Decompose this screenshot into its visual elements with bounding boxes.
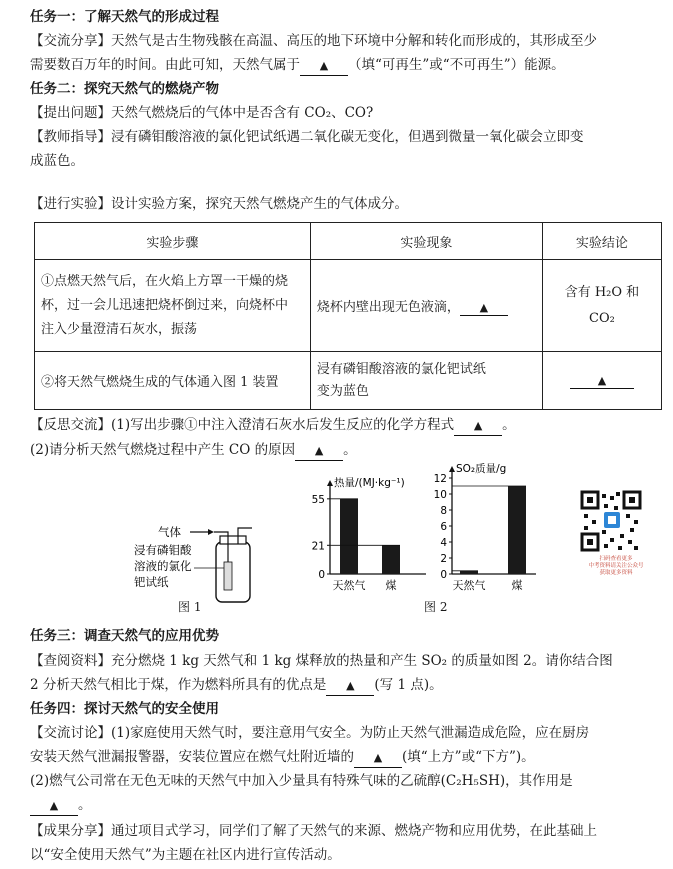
x-tick-label: 煤 [385,579,397,592]
reflect-text-2: (2)请分析天然气燃烧过程中产生 CO 的原因 [30,442,296,458]
qr-note [568,556,664,577]
blank-marker: ▲ [314,444,324,457]
task4-discuss-3: (2)燃气公司常在无色无味的天然气中加入少量具有特殊气味的乙硫醇(C₂H₅SH)，其作用是 [30,773,573,789]
y-tick-label: 2 [440,553,447,565]
task4-result-2: 以“安全使用天然气”为主题在社区内进行宣传活动。 [30,847,341,863]
header-step: 实验步骤 [35,223,311,260]
y-tick-label: 12 [433,473,447,485]
bar [508,486,526,574]
task1-share-line-1 [30,32,597,50]
reflect-tag: 【反思交流】 [30,417,111,433]
figure2-caption: 图 2 [424,600,448,614]
task2-reflect-2 [30,441,357,461]
y-tick-label: 55 [311,493,325,506]
ref-text-1: 充分燃烧 1 kg 天然气和 1 kg 煤释放的热量和产生 SO₂ 的质量如图 2。请你结合图 [111,653,613,669]
x-tick-label: 天然气 [332,579,366,592]
fig1-label-line1: 浸有磷钼酸 [134,543,192,557]
experiment-table [34,222,662,410]
so2-bar-chart [430,458,540,600]
question-text: 天然气燃烧后的气体中是否含有 CO₂、CO? [111,105,374,121]
task4-result-1 [30,822,597,840]
row1-step [35,260,311,352]
row1-step-line: 注入少量澄清石灰水，振荡 [41,321,198,337]
reflect-text-1: (1)写出步骤①中注入澄清石灰水后发生反应的化学方程式 [111,417,455,433]
result-tag: 【成果分享】 [30,823,111,839]
experiment-tag: 【进行实验】 [30,196,111,212]
y-tick-label: 4 [440,537,447,549]
y-axis-arrow [327,480,333,486]
y-tick-label: 0 [318,569,325,581]
header-conclusion: 实验结论 [542,223,661,260]
ref-text-2b: (写 1 点)。 [374,677,443,693]
row2-conclusion [542,352,661,410]
answer-blank-4[interactable] [454,416,502,436]
row2-step: ②将天然气燃烧生成的气体通入图 1 装置 [35,352,311,410]
fig1-stopper [220,536,246,544]
blank-marker: ▲ [597,373,607,387]
task2-question [30,104,373,122]
qr-note-line: 扫码查看更多 [599,556,633,562]
x-tick-label: 天然气 [452,579,486,592]
answer-blank-7[interactable] [354,748,402,768]
blank-marker: ▲ [49,799,59,812]
y-tick-label: 6 [440,521,447,533]
task2-teacher-line-1 [30,128,584,146]
header-phenomenon: 实验现象 [310,223,542,260]
row2-phenomenon-line: 变为蓝色 [316,383,369,399]
bar [382,545,400,574]
y-axis-label: 热量/(MJ·kg⁻¹) [334,477,405,489]
fig1-label-line2: 溶液的氯化 [134,559,192,573]
row1-phenomenon [310,260,542,352]
row1-conclusion-line: 含有 H₂O 和 [564,284,640,300]
x-tick-label: 煤 [511,579,523,592]
task1-title: 任务一：了解天然气的形成过程 [30,9,219,25]
question-tag: 【提出问题】 [30,105,111,121]
blank-marker: ▲ [479,300,489,314]
period: 。 [502,417,516,433]
y-tick-label: 21 [311,540,325,553]
discuss-text-1: (1)家庭使用天然气时，要注意用气安全。为防止天然气泄漏造成危险，应在厨房 [111,725,590,741]
share-tag: 【交流分享】 [30,33,111,49]
bar [460,571,478,574]
blank-marker: ▲ [373,751,383,764]
qr-note-line: 中考资料请关注公众号 [588,563,644,569]
answer-blank-8[interactable] [30,796,78,816]
task3-ref-line-2 [30,676,443,696]
result-text-1: 通过项目式学习，同学们了解了天然气的来源、燃烧产物和应用优势，在此基础上 [111,823,597,839]
answer-blank-2[interactable] [460,300,508,316]
row1-step-line: ①点燃天然气后，在火焰上方罩一干燥的烧 [41,273,289,289]
bar [340,499,358,574]
task2-experiment [30,195,408,213]
task2-title: 任务二：探究天然气的燃烧产物 [30,81,219,97]
experiment-text: 设计实验方案，探究天然气燃烧产生的气体成分。 [111,196,408,212]
task2-teacher-line-2: 成蓝色。 [30,153,84,169]
ref-text-2a: 2 分析天然气相比于煤，作为燃料所具有的优点是 [30,677,327,693]
fig1-test-paper [224,562,232,590]
row1-step-line: 杯，过一会儿迅速把烧杯倒过来，向烧杯中 [41,297,289,313]
y-axis-arrow [449,466,455,472]
y-tick-label: 10 [433,489,447,501]
share-text-1: 天然气是古生物残骸在高温、高压的地下环境中分解和转化而形成的，其形成至少 [111,33,597,49]
teacher-text-1: 浸有磷钼酸溶液的氯化钯试纸遇二氧化碳无变化，但遇到微量一氧化碳会立即变 [111,129,584,145]
table-row [35,352,662,410]
task4-title: 任务四：探讨天然气的安全使用 [30,701,219,717]
period: 。 [343,442,357,458]
heat-bar-chart [300,472,440,600]
share-text-2b: （填“可再生”或“不可再生”）能源。 [348,57,565,73]
fig1-arrowhead [208,529,214,535]
y-tick-label: 0 [440,569,447,581]
qr-code-icon [580,490,642,552]
task4-discuss-2 [30,748,535,768]
figure1-caption: 图 1 [178,600,202,614]
answer-blank-3[interactable] [570,373,634,389]
row1-phenomenon-text: 烧杯内壁出现无色液滴， [316,299,460,315]
task4-discuss-3-blank [30,796,92,816]
teacher-tag: 【教师指导】 [30,129,111,145]
row2-phenomenon-line: 浸有磷钼酸溶液的氯化钯试纸 [316,361,486,377]
answer-blank-1[interactable] [300,56,348,76]
share-text-2a: 需要数百万年的时间。由此可知，天然气属于 [30,57,300,73]
blank-marker: ▲ [473,419,483,432]
answer-blank-6[interactable] [326,676,374,696]
fig1-label-line3: 钯试纸 [134,575,169,589]
discuss-text-2b: (填“上方”或“下方”)。 [402,749,535,765]
table-row [35,260,662,352]
task2-reflect-1 [30,416,516,436]
task3-ref-line-1 [30,652,613,670]
y-axis-label: SO₂质量/g [456,463,507,475]
task4-discuss-1 [30,724,589,742]
blank-marker: ▲ [319,59,329,72]
task1-share-line-2 [30,56,565,76]
discuss-text-2a: 安装天然气泄漏报警器，安装位置应在燃气灶附近墙的 [30,749,354,765]
table-header-row [35,223,662,260]
ref-tag: 【查阅资料】 [30,653,111,669]
qr-code-image[interactable] [580,490,642,552]
answer-blank-5[interactable] [295,441,343,461]
task3-title: 任务三：调查天然气的应用优势 [30,628,219,644]
qr-note-line: 获取更多资料 [599,570,633,576]
row1-conclusion [542,260,661,352]
row1-conclusion-line: CO₂ [589,310,615,326]
blank-marker: ▲ [346,679,355,692]
fig1-label-gas: 气体 [158,525,181,539]
period: 。 [78,797,92,813]
row2-phenomenon [310,352,542,410]
y-tick-label: 8 [440,505,447,517]
discuss-tag: 【交流讨论】 [30,725,111,741]
fig1-bottle [216,542,250,602]
